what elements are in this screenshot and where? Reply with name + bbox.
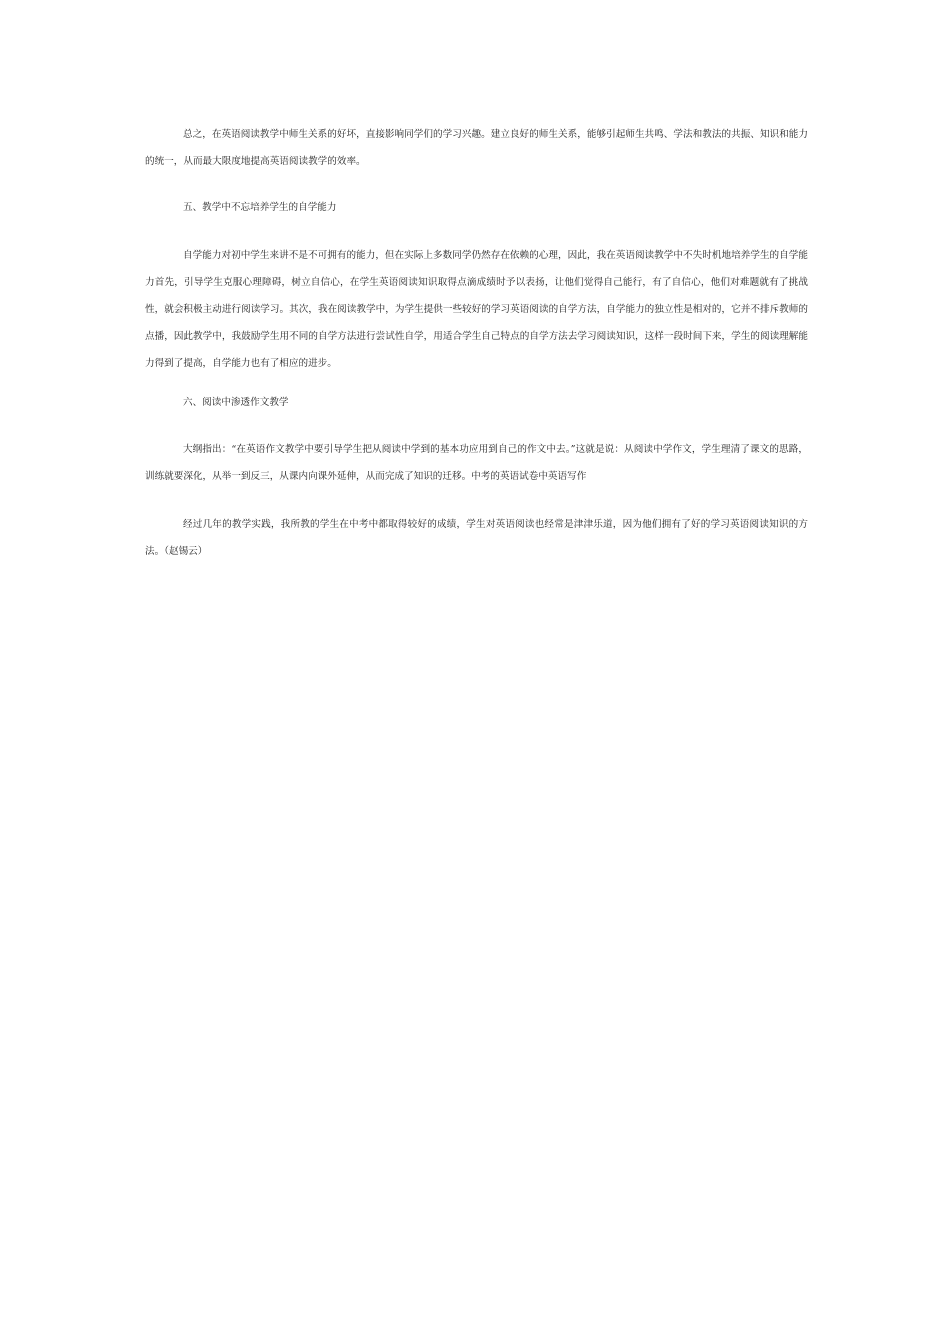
section-6-heading: 六、阅读中渗透作文教学 [183,397,289,408]
section-5-heading: 五、教学中不忘培养学生的自学能力 [183,202,337,213]
summary-paragraph: 总之，在英语阅读教学中师生关系的好坏，直接影响同学们的学习兴趣。建立良好的师生关系，能够引起师生共鸣、学法和教法的共振、知识和能力的统一，从而最大限度地提高英语阅读教学的效率。 [145,129,808,167]
conclusion-paragraph: 经过几年的教学实践，我所教的学生在中考中都取得较好的成绩，学生对英语阅读也经常是津津乐道，因为他们拥有了好的学习英语阅读知识的方法。（赵锡云） [145,519,808,557]
section-6-paragraph: 大纲指出：“在英语作文教学中要引导学生把从阅读中学到的基本功应用到自己的作文中去。”这就是说：从阅读中学作文，学生理清了课文的思路，训练就要深化，从举一到反三，从课内向课外延伸，从而完成了知识的迁移。中考的英语试卷中英语写作 [145,444,808,482]
section-5-paragraph: 自学能力对初中学生来讲不是不可拥有的能力，但在实际上多数同学仍然存在依赖的心理，因此，我在英语阅读教学中不失时机地培养学生的自学能力首先，引导学生克服心理障碍，树立自信心，在学生英语阅读知识取得点滴成绩时予以表扬，让他们觉得自己能行，有了自信心，他们对难题就有了挑战性，就会积极主动进行阅读学习。其次，我在阅读教学中，为学生提供一些较好的学习英语阅读的自学方法，自学能力的独立性是相对的，它并不排斥教师的点播，因此教学中，我鼓励学生用不同的自学方法进行尝试性自学，用适合学生自己特点的自学方法去学习阅读知识，这样一段时间下来，学生的阅读理解能力得到了提高，自学能力也有了相应的进步。 [145,250,808,369]
